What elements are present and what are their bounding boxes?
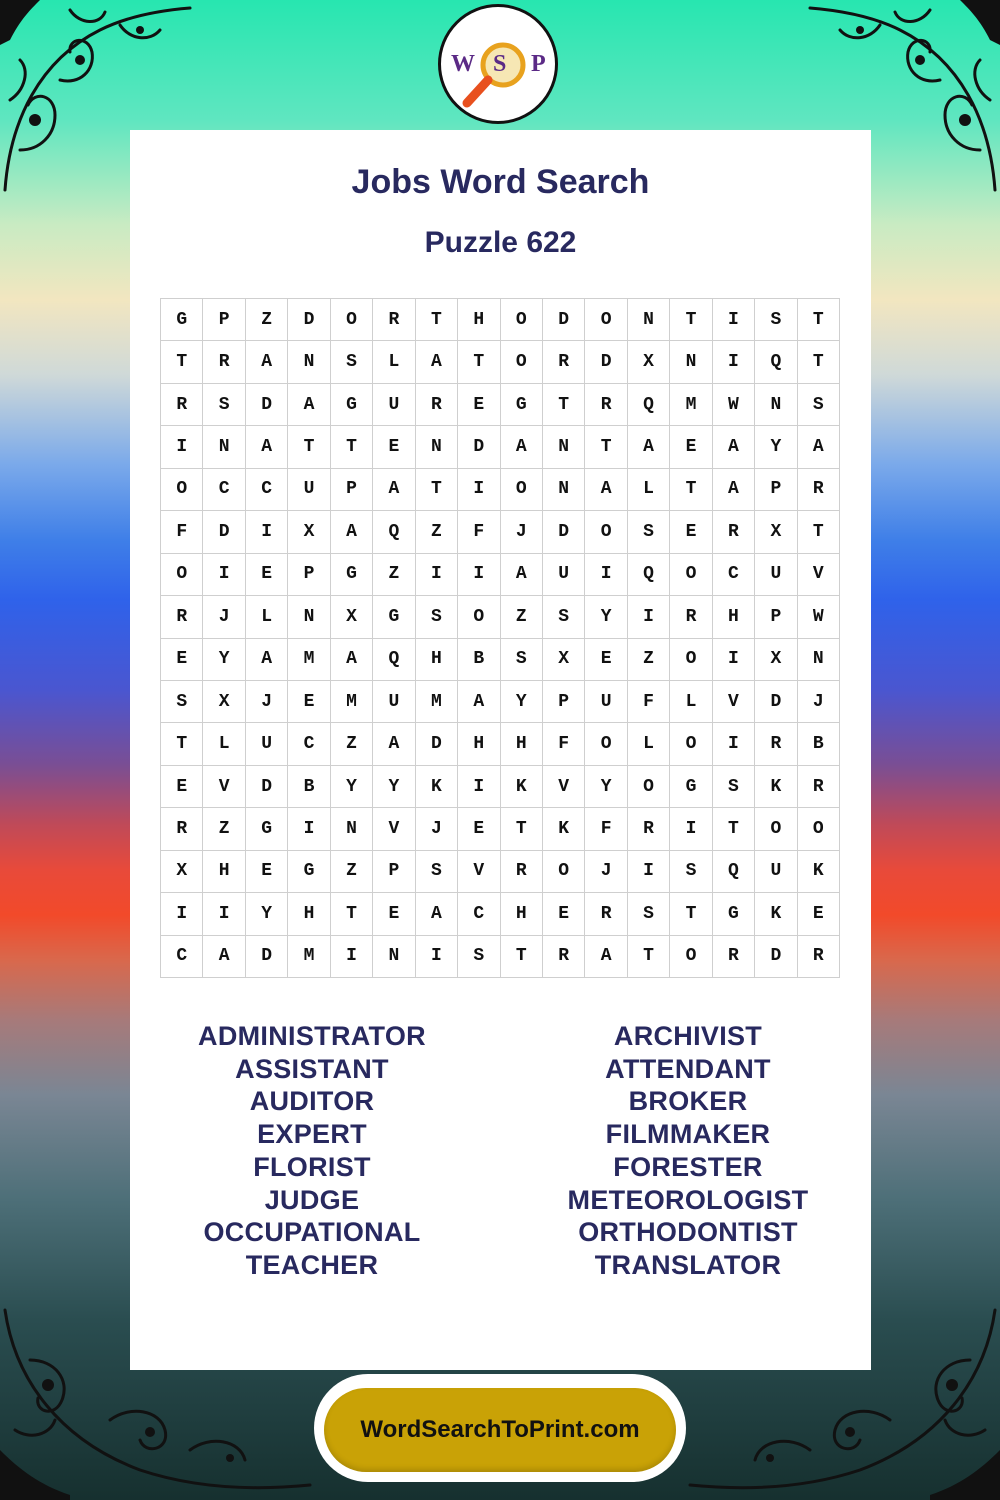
word-item: FORESTER: [613, 1151, 763, 1182]
word-item: ATTENDANT: [605, 1053, 771, 1084]
word-item: FILMMAKER: [605, 1119, 771, 1150]
grid-cell[interactable]: C: [203, 469, 245, 511]
grid-cell[interactable]: N: [288, 596, 330, 638]
grid-cell[interactable]: S: [161, 681, 203, 723]
grid-cell[interactable]: R: [670, 596, 712, 638]
grid-cell[interactable]: I: [628, 851, 670, 893]
grid-cell[interactable]: R: [628, 808, 670, 850]
grid-cell[interactable]: D: [203, 511, 245, 553]
grid-cell[interactable]: S: [458, 936, 500, 978]
grid-cell[interactable]: E: [246, 851, 288, 893]
grid-cell[interactable]: E: [458, 384, 500, 426]
grid-cell[interactable]: L: [373, 341, 415, 383]
grid-cell[interactable]: U: [585, 681, 627, 723]
grid-cell[interactable]: Z: [373, 554, 415, 596]
grid-cell[interactable]: I: [203, 554, 245, 596]
grid-cell[interactable]: A: [713, 469, 755, 511]
grid-cell[interactable]: D: [755, 936, 797, 978]
grid-cell[interactable]: O: [670, 936, 712, 978]
grid-cell[interactable]: M: [416, 681, 458, 723]
grid-cell[interactable]: F: [458, 511, 500, 553]
site-link-button[interactable]: [324, 1388, 676, 1472]
grid-cell[interactable]: Z: [501, 596, 543, 638]
grid-cell[interactable]: O: [670, 723, 712, 765]
grid-cell[interactable]: S: [713, 766, 755, 808]
grid-cell[interactable]: R: [203, 341, 245, 383]
grid-cell[interactable]: S: [203, 384, 245, 426]
grid-cell[interactable]: U: [755, 851, 797, 893]
grid-cell[interactable]: D: [755, 681, 797, 723]
grid-cell[interactable]: I: [246, 511, 288, 553]
word-item: TRANSLATOR: [594, 1249, 782, 1280]
grid-cell[interactable]: A: [246, 341, 288, 383]
grid-cell[interactable]: A: [585, 469, 627, 511]
grid-cell[interactable]: N: [628, 299, 670, 341]
grid-cell[interactable]: O: [585, 299, 627, 341]
grid-cell[interactable]: D: [416, 723, 458, 765]
grid-cell[interactable]: I: [458, 554, 500, 596]
grid-cell[interactable]: I: [670, 808, 712, 850]
grid-cell[interactable]: E: [543, 893, 585, 935]
logo-letter-w: W: [451, 51, 475, 77]
grid-cell[interactable]: O: [161, 554, 203, 596]
grid-cell[interactable]: G: [331, 384, 373, 426]
grid-cell[interactable]: L: [203, 723, 245, 765]
grid-cell[interactable]: G: [246, 808, 288, 850]
grid-cell[interactable]: I: [161, 893, 203, 935]
grid-cell[interactable]: T: [670, 893, 712, 935]
grid-cell[interactable]: H: [203, 851, 245, 893]
grid-cell[interactable]: E: [458, 808, 500, 850]
grid-cell[interactable]: Y: [373, 766, 415, 808]
grid-cell[interactable]: N: [543, 469, 585, 511]
grid-cell[interactable]: B: [798, 723, 840, 765]
grid-cell[interactable]: T: [670, 299, 712, 341]
grid-cell[interactable]: Z: [331, 723, 373, 765]
grid-cell[interactable]: Y: [755, 426, 797, 468]
grid-cell[interactable]: A: [585, 936, 627, 978]
word-item: ASSISTANT: [235, 1053, 389, 1084]
grid-cell[interactable]: E: [373, 893, 415, 935]
grid-cell[interactable]: I: [713, 299, 755, 341]
grid-cell[interactable]: X: [161, 851, 203, 893]
grid-cell[interactable]: D: [458, 426, 500, 468]
grid-cell[interactable]: T: [670, 469, 712, 511]
grid-cell[interactable]: Z: [416, 511, 458, 553]
grid-cell[interactable]: C: [288, 723, 330, 765]
grid-cell[interactable]: N: [416, 426, 458, 468]
grid-cell[interactable]: B: [288, 766, 330, 808]
grid-cell[interactable]: U: [755, 554, 797, 596]
grid-cell[interactable]: Z: [331, 851, 373, 893]
grid-cell[interactable]: N: [288, 341, 330, 383]
grid-cell[interactable]: P: [755, 469, 797, 511]
grid-cell[interactable]: S: [501, 639, 543, 681]
grid-cell[interactable]: X: [203, 681, 245, 723]
puzzle-number: Puzzle 622: [424, 226, 577, 259]
logo-letter-p: P: [531, 51, 546, 77]
grid-cell[interactable]: R: [543, 341, 585, 383]
grid-cell[interactable]: X: [755, 639, 797, 681]
grid-cell[interactable]: C: [458, 893, 500, 935]
grid-cell[interactable]: V: [543, 766, 585, 808]
grid-cell[interactable]: T: [288, 426, 330, 468]
grid-cell[interactable]: R: [798, 936, 840, 978]
grid-cell[interactable]: O: [585, 723, 627, 765]
grid-cell[interactable]: C: [713, 554, 755, 596]
grid-cell[interactable]: P: [331, 469, 373, 511]
grid-cell[interactable]: F: [161, 511, 203, 553]
grid-cell[interactable]: G: [713, 893, 755, 935]
grid-cell[interactable]: L: [628, 723, 670, 765]
grid-cell[interactable]: L: [628, 469, 670, 511]
site-button-frame: [314, 1374, 686, 1482]
grid-cell[interactable]: O: [331, 299, 373, 341]
grid-cell[interactable]: A: [203, 936, 245, 978]
grid-cell[interactable]: U: [543, 554, 585, 596]
grid-cell[interactable]: T: [798, 299, 840, 341]
grid-cell[interactable]: N: [755, 384, 797, 426]
grid-cell[interactable]: K: [755, 893, 797, 935]
grid-cell[interactable]: I: [585, 554, 627, 596]
word-item: ADMINISTRATOR: [198, 1021, 426, 1051]
grid-cell[interactable]: S: [755, 299, 797, 341]
grid-cell[interactable]: A: [331, 511, 373, 553]
grid-cell[interactable]: O: [628, 766, 670, 808]
grid-cell[interactable]: G: [501, 384, 543, 426]
grid-cell[interactable]: R: [798, 766, 840, 808]
grid-cell[interactable]: M: [331, 681, 373, 723]
grid-cell[interactable]: E: [161, 766, 203, 808]
grid-cell[interactable]: R: [713, 511, 755, 553]
grid-cell[interactable]: S: [331, 341, 373, 383]
word-item: ARCHIVIST: [613, 1021, 763, 1051]
grid-cell[interactable]: X: [628, 341, 670, 383]
grid-cell[interactable]: I: [713, 639, 755, 681]
grid-cell[interactable]: N: [331, 808, 373, 850]
word-item: EXPERT: [257, 1119, 367, 1150]
grid-cell[interactable]: I: [458, 766, 500, 808]
grid-cell[interactable]: I: [416, 554, 458, 596]
grid-cell[interactable]: M: [670, 384, 712, 426]
grid-cell[interactable]: T: [501, 808, 543, 850]
letter-grid: [160, 298, 840, 978]
grid-cell[interactable]: V: [798, 554, 840, 596]
grid-cell[interactable]: O: [670, 639, 712, 681]
grid-cell[interactable]: I: [713, 341, 755, 383]
grid-cell[interactable]: F: [543, 723, 585, 765]
grid-cell[interactable]: I: [713, 723, 755, 765]
grid-cell[interactable]: G: [331, 554, 373, 596]
grid-cell[interactable]: Y: [585, 596, 627, 638]
grid-cell[interactable]: Y: [501, 681, 543, 723]
grid-cell[interactable]: S: [628, 893, 670, 935]
word-item: TEACHER: [245, 1249, 379, 1280]
grid-cell[interactable]: S: [416, 596, 458, 638]
grid-cell[interactable]: T: [798, 511, 840, 553]
grid-cell[interactable]: U: [373, 681, 415, 723]
grid-cell[interactable]: V: [373, 808, 415, 850]
grid-cell[interactable]: R: [798, 469, 840, 511]
grid-cell[interactable]: K: [543, 808, 585, 850]
grid-cell[interactable]: Y: [585, 766, 627, 808]
grid-cell[interactable]: N: [373, 936, 415, 978]
grid-cell[interactable]: G: [670, 766, 712, 808]
grid-cell[interactable]: J: [798, 681, 840, 723]
grid-cell[interactable]: G: [161, 299, 203, 341]
word-item: BROKER: [628, 1086, 748, 1117]
grid-cell[interactable]: R: [543, 936, 585, 978]
logo-letter-s: S: [493, 51, 507, 77]
grid-cell[interactable]: K: [501, 766, 543, 808]
grid-cell[interactable]: A: [798, 426, 840, 468]
grid-cell[interactable]: A: [373, 723, 415, 765]
grid-cell[interactable]: C: [161, 936, 203, 978]
grid-cell[interactable]: E: [670, 511, 712, 553]
grid-cell[interactable]: I: [203, 893, 245, 935]
grid-cell[interactable]: P: [203, 299, 245, 341]
grid-cell[interactable]: T: [331, 893, 373, 935]
grid-cell[interactable]: N: [798, 639, 840, 681]
grid-cell[interactable]: O: [670, 554, 712, 596]
grid-cell[interactable]: P: [288, 554, 330, 596]
grid-cell[interactable]: A: [246, 426, 288, 468]
grid-cell[interactable]: N: [543, 426, 585, 468]
grid-cell[interactable]: R: [416, 384, 458, 426]
grid-cell[interactable]: W: [798, 596, 840, 638]
grid-cell[interactable]: O: [458, 596, 500, 638]
grid-cell[interactable]: D: [585, 341, 627, 383]
grid-cell[interactable]: U: [246, 723, 288, 765]
grid-cell[interactable]: E: [585, 639, 627, 681]
grid-cell[interactable]: M: [288, 936, 330, 978]
grid-cell[interactable]: D: [246, 936, 288, 978]
grid-cell[interactable]: T: [628, 936, 670, 978]
grid-cell[interactable]: V: [203, 766, 245, 808]
grid-cell[interactable]: T: [713, 808, 755, 850]
grid-cell[interactable]: Z: [203, 808, 245, 850]
grid-cell[interactable]: S: [670, 851, 712, 893]
grid-cell[interactable]: P: [543, 681, 585, 723]
grid-cell[interactable]: D: [543, 299, 585, 341]
grid-cell[interactable]: O: [501, 299, 543, 341]
grid-cell[interactable]: U: [288, 469, 330, 511]
grid-cell[interactable]: B: [458, 639, 500, 681]
grid-cell[interactable]: X: [755, 511, 797, 553]
grid-cell[interactable]: Q: [755, 341, 797, 383]
grid-cell[interactable]: F: [585, 808, 627, 850]
grid-cell[interactable]: S: [416, 851, 458, 893]
grid-cell[interactable]: L: [246, 596, 288, 638]
grid-cell[interactable]: R: [161, 384, 203, 426]
word-item: FLORIST: [253, 1151, 371, 1182]
grid-cell[interactable]: X: [288, 511, 330, 553]
grid-cell[interactable]: T: [161, 723, 203, 765]
word-item: METEOROLOGIST: [567, 1184, 809, 1215]
word-item: AUDITOR: [249, 1086, 375, 1117]
grid-cell[interactable]: R: [755, 723, 797, 765]
grid-cell[interactable]: A: [501, 554, 543, 596]
grid-cell[interactable]: K: [798, 851, 840, 893]
grid-cell[interactable]: O: [501, 341, 543, 383]
grid-cell[interactable]: I: [331, 936, 373, 978]
grid-cell[interactable]: Q: [628, 554, 670, 596]
grid-cell[interactable]: Q: [373, 639, 415, 681]
grid-cell[interactable]: E: [161, 639, 203, 681]
grid-cell[interactable]: L: [670, 681, 712, 723]
grid-cell[interactable]: E: [246, 554, 288, 596]
grid-cell[interactable]: A: [288, 384, 330, 426]
grid-cell[interactable]: N: [203, 426, 245, 468]
grid-cell[interactable]: M: [288, 639, 330, 681]
grid-cell[interactable]: R: [585, 384, 627, 426]
site-link-label: WordSearchToPrint.com: [360, 1416, 640, 1443]
grid-cell[interactable]: H: [288, 893, 330, 935]
puzzle-title: Jobs Word Search: [351, 163, 650, 201]
grid-cell[interactable]: R: [373, 299, 415, 341]
grid-cell[interactable]: J: [585, 851, 627, 893]
grid-cell[interactable]: T: [331, 426, 373, 468]
grid-cell[interactable]: S: [628, 511, 670, 553]
grid-cell[interactable]: J: [246, 681, 288, 723]
grid-cell[interactable]: T: [161, 341, 203, 383]
grid-cell[interactable]: E: [670, 426, 712, 468]
grid-cell[interactable]: E: [798, 893, 840, 935]
grid-cell[interactable]: X: [543, 639, 585, 681]
wsp-logo[interactable]: [438, 4, 558, 124]
grid-cell[interactable]: Q: [628, 384, 670, 426]
grid-cell[interactable]: Y: [203, 639, 245, 681]
grid-cell[interactable]: A: [628, 426, 670, 468]
grid-cell[interactable]: A: [416, 893, 458, 935]
grid-cell[interactable]: T: [416, 299, 458, 341]
grid-cell[interactable]: I: [628, 596, 670, 638]
grid-cell[interactable]: H: [416, 639, 458, 681]
grid-cell[interactable]: R: [585, 893, 627, 935]
grid-cell[interactable]: H: [501, 893, 543, 935]
grid-cell[interactable]: O: [755, 808, 797, 850]
grid-cell[interactable]: C: [246, 469, 288, 511]
grid-cell[interactable]: T: [543, 384, 585, 426]
grid-cell[interactable]: D: [246, 384, 288, 426]
grid-cell[interactable]: P: [755, 596, 797, 638]
grid-cell[interactable]: O: [585, 511, 627, 553]
grid-cell[interactable]: A: [458, 681, 500, 723]
grid-cell[interactable]: A: [416, 341, 458, 383]
grid-cell[interactable]: K: [416, 766, 458, 808]
grid-cell[interactable]: Q: [713, 851, 755, 893]
grid-cell[interactable]: O: [543, 851, 585, 893]
grid-cell[interactable]: H: [458, 299, 500, 341]
grid-cell[interactable]: Y: [246, 893, 288, 935]
grid-cell[interactable]: G: [288, 851, 330, 893]
grid-cell[interactable]: P: [373, 851, 415, 893]
grid-cell[interactable]: O: [798, 808, 840, 850]
word-item: OCCUPATIONAL: [203, 1217, 421, 1248]
grid-cell[interactable]: A: [373, 469, 415, 511]
grid-cell[interactable]: D: [288, 299, 330, 341]
grid-cell[interactable]: T: [798, 341, 840, 383]
grid-cell[interactable]: J: [416, 808, 458, 850]
puzzle-panel: [130, 130, 871, 1370]
grid-cell[interactable]: I: [458, 469, 500, 511]
grid-cell[interactable]: V: [458, 851, 500, 893]
grid-cell[interactable]: H: [501, 723, 543, 765]
grid-cell[interactable]: Z: [628, 639, 670, 681]
grid-cell[interactable]: D: [246, 766, 288, 808]
grid-cell[interactable]: W: [713, 384, 755, 426]
grid-cell[interactable]: I: [288, 808, 330, 850]
grid-cell[interactable]: T: [458, 341, 500, 383]
grid-cell[interactable]: D: [543, 511, 585, 553]
grid-cell[interactable]: R: [713, 936, 755, 978]
grid-cell[interactable]: R: [161, 808, 203, 850]
grid-cell[interactable]: A: [713, 426, 755, 468]
grid-cell[interactable]: Q: [373, 511, 415, 553]
grid-cell[interactable]: G: [373, 596, 415, 638]
grid-cell[interactable]: J: [501, 511, 543, 553]
grid-cell[interactable]: E: [373, 426, 415, 468]
grid-cell[interactable]: O: [501, 469, 543, 511]
word-list-right: [538, 1020, 838, 1282]
grid-cell[interactable]: J: [203, 596, 245, 638]
grid-cell[interactable]: N: [670, 341, 712, 383]
grid-cell[interactable]: T: [585, 426, 627, 468]
grid-cell[interactable]: A: [331, 639, 373, 681]
word-item: JUDGE: [264, 1184, 360, 1215]
grid-cell[interactable]: A: [246, 639, 288, 681]
word-item: ORTHODONTIST: [578, 1217, 798, 1248]
grid-cell[interactable]: Y: [331, 766, 373, 808]
grid-cell[interactable]: Z: [246, 299, 288, 341]
grid-cell[interactable]: S: [543, 596, 585, 638]
grid-cell[interactable]: H: [713, 596, 755, 638]
grid-cell[interactable]: E: [288, 681, 330, 723]
grid-cell[interactable]: X: [331, 596, 373, 638]
grid-cell[interactable]: I: [416, 936, 458, 978]
grid-cell[interactable]: T: [501, 936, 543, 978]
grid-cell[interactable]: I: [161, 426, 203, 468]
grid-cell[interactable]: K: [755, 766, 797, 808]
grid-cell[interactable]: V: [713, 681, 755, 723]
word-list-left: [162, 1020, 462, 1282]
grid-cell[interactable]: T: [416, 469, 458, 511]
grid-cell[interactable]: F: [628, 681, 670, 723]
grid-cell[interactable]: O: [161, 469, 203, 511]
grid-cell[interactable]: U: [373, 384, 415, 426]
grid-cell[interactable]: R: [501, 851, 543, 893]
grid-cell[interactable]: S: [798, 384, 840, 426]
grid-cell[interactable]: R: [161, 596, 203, 638]
grid-cell[interactable]: H: [458, 723, 500, 765]
grid-cell[interactable]: A: [501, 426, 543, 468]
